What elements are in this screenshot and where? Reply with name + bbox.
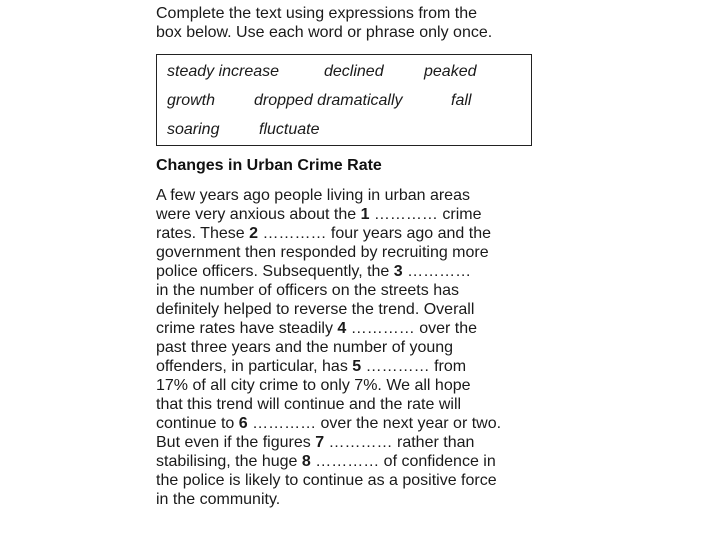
passage-line: government then responded by recruiting more [156,244,489,261]
word-option: soaring [167,121,220,138]
instructions-line: Complete the text using expressions from the [156,5,478,22]
gap-number: 6 [238,415,248,432]
passage-line: crime rates have steadily 4 ………… over the [156,320,478,337]
passage-line: But even if the figures 7 ………… rather than [156,434,475,451]
passage-line: stabilising, the huge 8 ………… of confidence in [156,453,496,470]
passage-line: A few years ago people living in urban areas [156,187,470,204]
word-option: steady increase [167,63,280,80]
passage-line: in the number of officers on the streets has [156,282,459,299]
word-option: fluctuate [259,121,320,138]
passage-line: continue to 6 ………… over the next year or two. [156,415,502,432]
passage-line: definitely helped to reverse the trend. Overall [156,301,475,318]
word-box [156,54,532,146]
passage-line: offenders, in particular, has 5 ………… from [156,358,467,375]
passage-line: past three years and the number of young [156,339,454,356]
word-option: dropped dramatically [254,92,403,109]
passage-line: in the community. [156,491,281,508]
word-option: peaked [424,63,477,80]
gap-number: 5 [352,358,362,375]
passage-line: were very anxious about the 1 ………… crime [156,206,482,223]
gap-number: 4 [337,320,347,337]
word-option: declined [324,63,384,80]
gap-number: 7 [315,434,325,451]
passage [156,186,546,509]
gap-number: 2 [249,225,258,242]
word-option: fall [451,92,472,109]
gap-number: 8 [301,453,311,470]
word-option: growth [167,92,216,109]
instructions-line: box below. Use each word or phrase only once. [156,24,493,41]
passage-line: that this trend will continue and the rate will [156,396,462,413]
instructions [156,4,556,42]
gap-number: 1 [360,206,370,223]
gap-number: 3 [393,263,403,280]
section-title: Changes in Urban Crime Rate [156,157,382,174]
passage-line: rates. These 2 ………… four years ago and the [156,225,491,242]
passage-line: 17% of all city crime to only 7%. We all hope [156,377,471,394]
passage-line: police officers. Subsequently, the 3 ………… [156,263,472,280]
passage-line: the police is likely to continue as a positive force [156,472,497,489]
